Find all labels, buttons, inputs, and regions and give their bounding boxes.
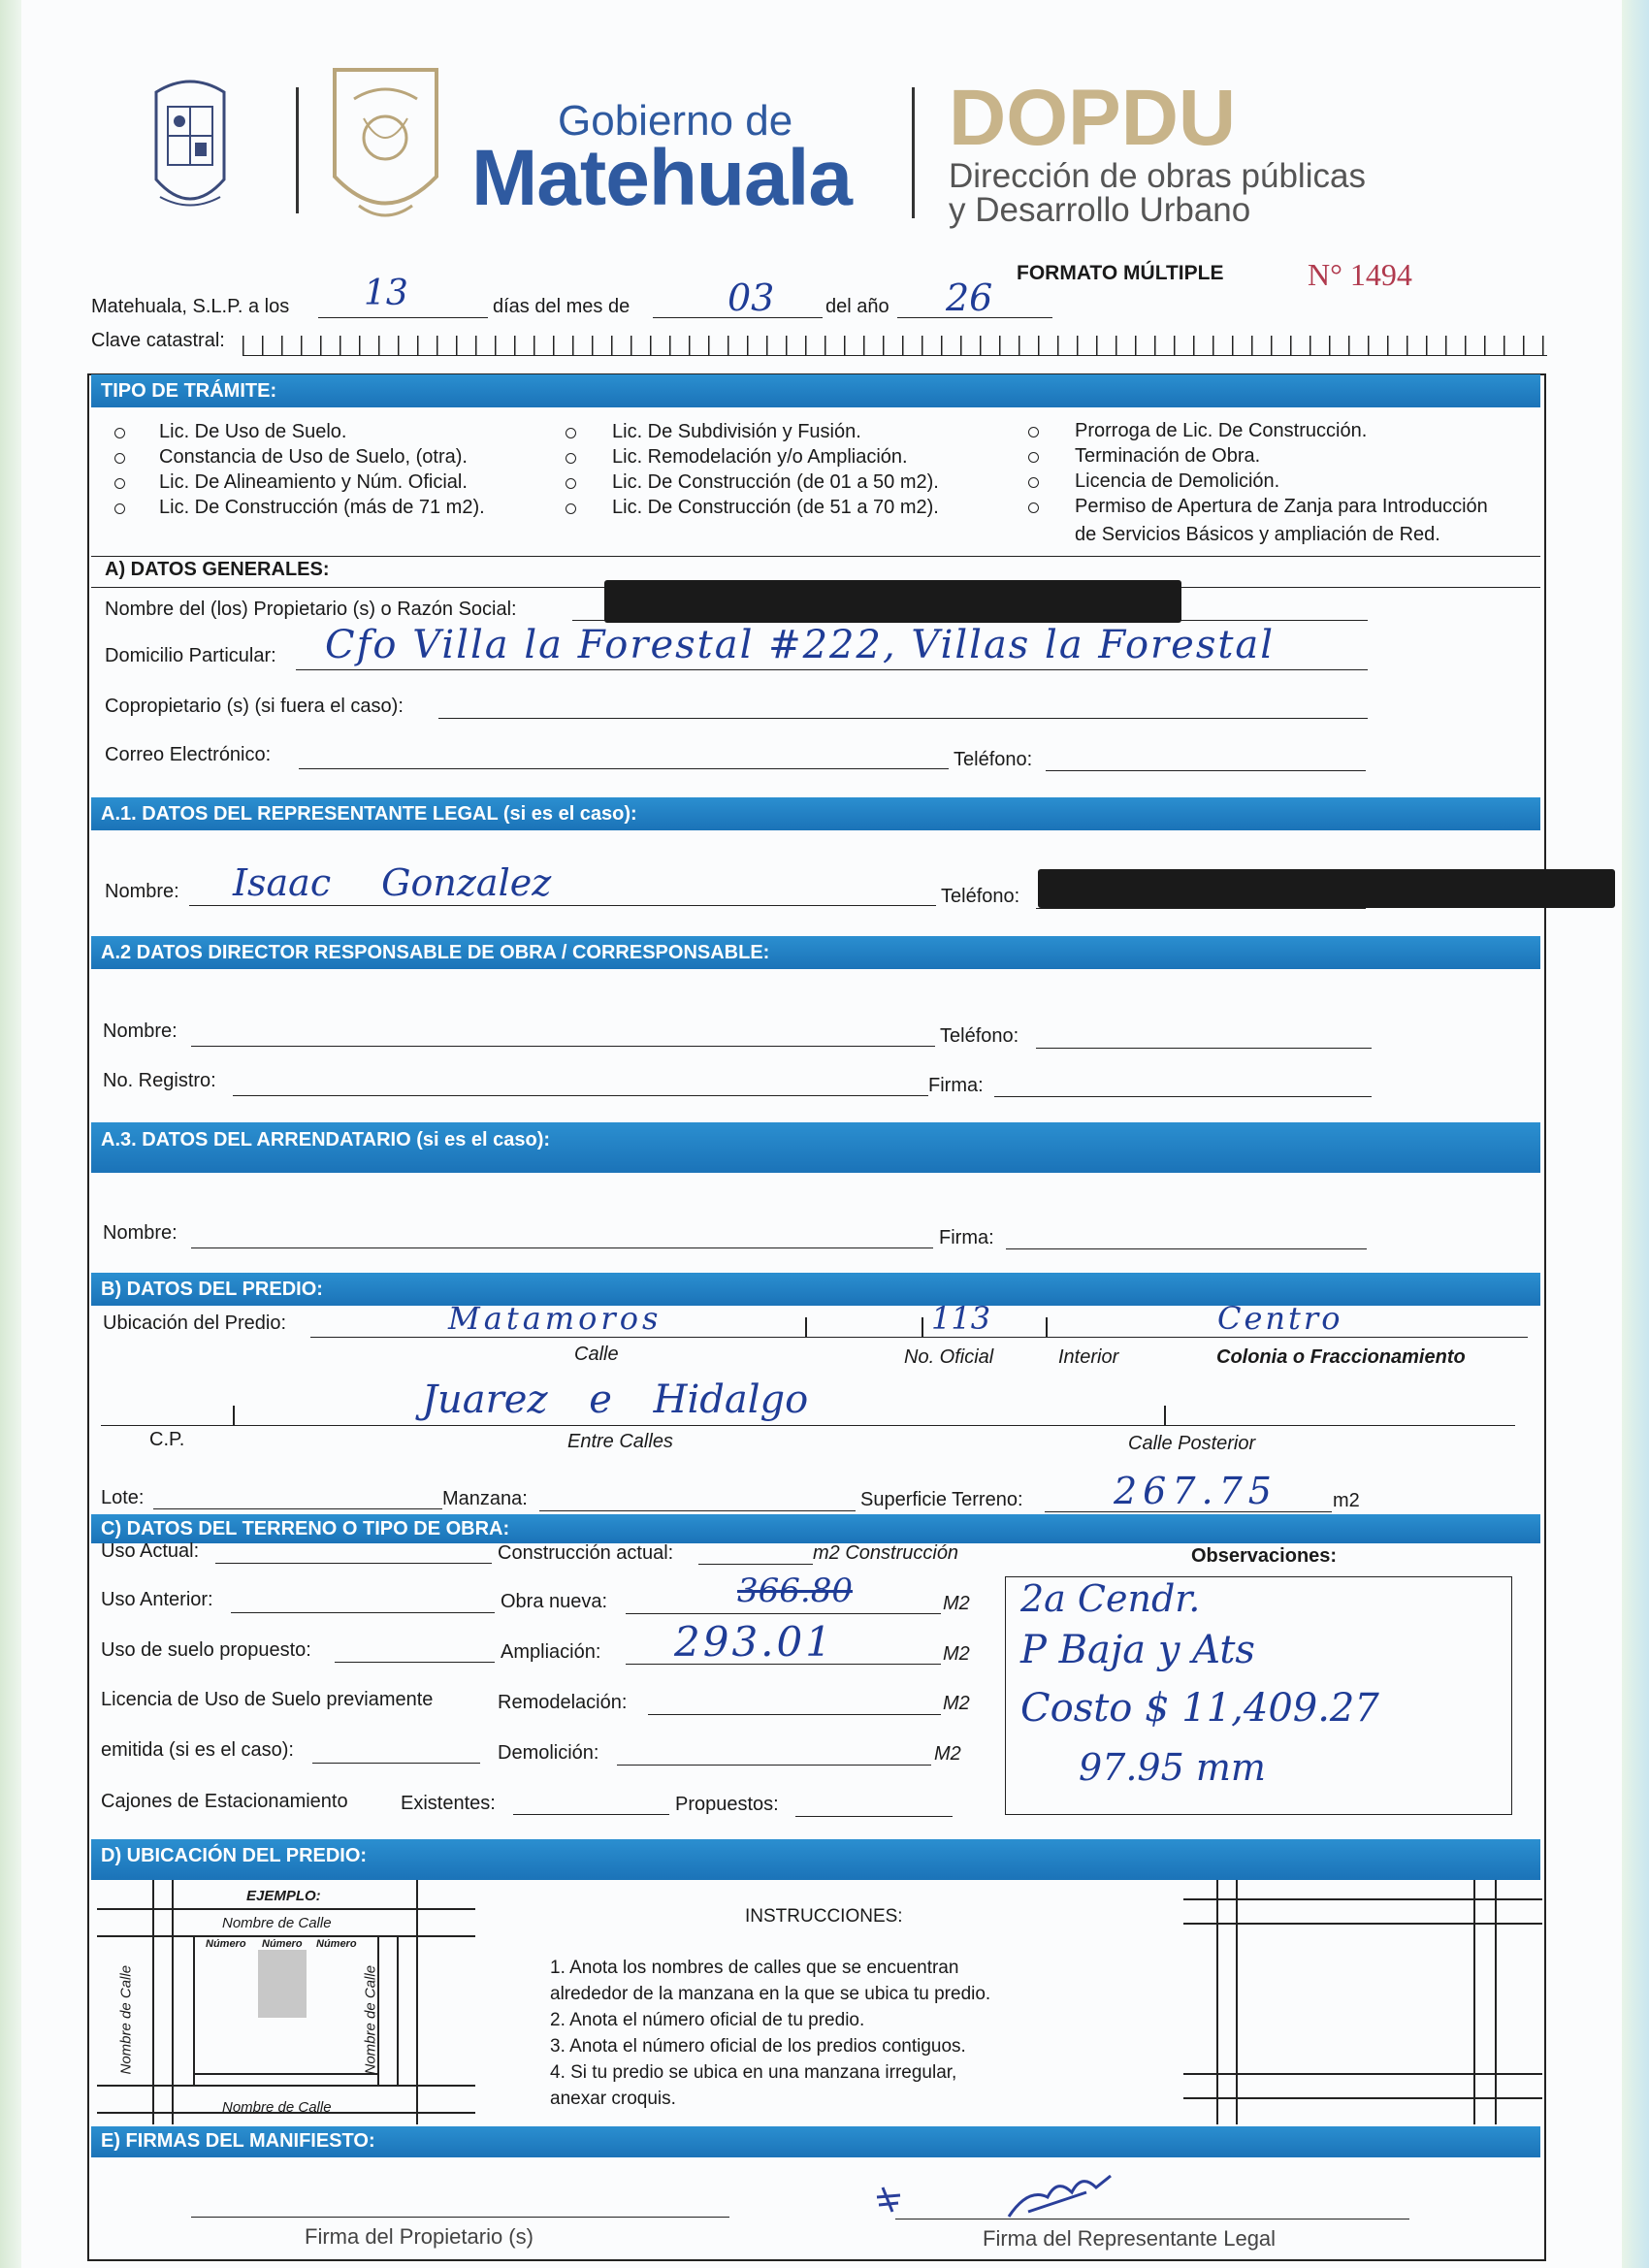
- dir-telefono-label: Teléfono:: [940, 1025, 1019, 1047]
- telefono-line[interactable]: [1046, 770, 1366, 771]
- month-value[interactable]: 03: [728, 276, 775, 319]
- uso-anterior-line[interactable]: [231, 1612, 495, 1613]
- option-terminacion: Terminación de Obra.: [1075, 445, 1261, 467]
- radio-construccion-50[interactable]: [566, 478, 576, 489]
- divider-a: [91, 556, 1540, 557]
- remodelacion-unit: M2: [943, 1693, 970, 1714]
- agency-line-2: y Desarrollo Urbano: [949, 191, 1251, 229]
- folio-number: N° 1494: [1308, 257, 1412, 292]
- representante-signature-label: Firma del Representante Legal: [983, 2226, 1277, 2251]
- uso-propuesto-label: Uso de suelo propuesto:: [101, 1639, 311, 1661]
- matehuala-seal-logo: [325, 60, 446, 235]
- option-construccion-71: Lic. De Construcción (más de 71 m2).: [159, 497, 485, 518]
- domicilio-line[interactable]: [296, 669, 1368, 670]
- dir-firma-line[interactable]: [994, 1096, 1372, 1097]
- section-terreno: C) DATOS DEL TERRENO O TIPO DE OBRA:: [91, 1514, 1540, 1543]
- date-prefix: Matehuala, S.L.P. a los: [91, 296, 290, 317]
- option-zanja: Permiso de Apertura de Zanja para Introducción: [1075, 496, 1488, 517]
- dir-telefono-line[interactable]: [1036, 1048, 1372, 1049]
- radio-subdivision[interactable]: [566, 428, 576, 438]
- manzana-line[interactable]: [539, 1510, 856, 1511]
- manzana-label: Manzana:: [442, 1488, 528, 1509]
- domicilio-label: Domicilio Particular:: [105, 645, 276, 666]
- obs-line-3: Costo $ 11,409.27: [1020, 1686, 1379, 1731]
- construccion-actual-line[interactable]: [698, 1564, 813, 1565]
- map-num-3: Número: [316, 1938, 357, 1950]
- existentes-label: Existentes:: [401, 1793, 496, 1814]
- obra-nueva-line[interactable]: [626, 1613, 941, 1614]
- arr-nombre-line[interactable]: [191, 1247, 933, 1248]
- ubicacion-label: Ubicación del Predio:: [103, 1312, 286, 1334]
- remodelacion-line[interactable]: [648, 1714, 941, 1715]
- lote-label: Lote:: [101, 1487, 145, 1508]
- copropietario-label: Copropietario (s) (si fuera el caso):: [105, 696, 404, 717]
- rep-telefono-label: Teléfono:: [941, 886, 1020, 907]
- demolicion-line[interactable]: [617, 1765, 931, 1766]
- tick-2: [922, 1317, 923, 1337]
- licencia-label-2: emitida (si es el caso):: [101, 1739, 294, 1761]
- radio-remodelacion[interactable]: [566, 453, 576, 464]
- radio-alineamiento[interactable]: [114, 478, 125, 489]
- interior-caption: Interior: [1058, 1346, 1119, 1368]
- section-arrendatario: A.3. DATOS DEL ARRENDATARIO (si es el caso):: [91, 1122, 1540, 1173]
- ampliacion-value[interactable]: 293.01: [674, 1618, 834, 1666]
- arr-firma-line[interactable]: [1006, 1248, 1367, 1249]
- propietario-label: Nombre del (los) Propietario (s) o Razón Social:: [105, 599, 517, 620]
- telefono-label: Teléfono:: [954, 749, 1033, 770]
- form-title: FORMATO MÚLTIPLE: [1017, 262, 1224, 284]
- instrucciones-title: INSTRUCCIONES:: [745, 1906, 903, 1927]
- map-bottom-street: Nombre de Calle: [222, 2099, 332, 2116]
- posterior-caption: Calle Posterior: [1128, 1433, 1256, 1454]
- instruccion-3: 3. Anota el número oficial de los predios contiguos.: [550, 2036, 966, 2057]
- propuestos-label: Propuestos:: [675, 1794, 779, 1815]
- map-top-street: Nombre de Calle: [222, 1915, 332, 1931]
- uso-anterior-label: Uso Anterior:: [101, 1589, 213, 1610]
- year-value[interactable]: 26: [946, 276, 993, 319]
- section-representante: A.1. DATOS DEL REPRESENTANTE LEGAL (si es el caso):: [91, 797, 1540, 830]
- correo-line[interactable]: [299, 768, 949, 769]
- colonia-caption: Colonia o Fraccionamiento: [1216, 1346, 1466, 1368]
- section-director: A.2 DATOS DIRECTOR RESPONSABLE DE OBRA / CORRESPONSABLE:: [91, 936, 1540, 969]
- domicilio-value[interactable]: Cfo Villa la Forestal #222, Villas la Forestal: [325, 623, 1276, 667]
- tick-3: [1046, 1317, 1048, 1337]
- radio-uso-suelo[interactable]: [114, 428, 125, 438]
- licencia-line[interactable]: [312, 1763, 480, 1764]
- radio-constancia[interactable]: [114, 453, 125, 464]
- blank-map[interactable]: [1183, 1880, 1542, 2124]
- propietario-signature-label: Firma del Propietario (s): [305, 2224, 534, 2249]
- redacted-rep-phone: [1038, 869, 1615, 908]
- dir-registro-label: No. Registro:: [103, 1070, 216, 1091]
- ubicacion-line[interactable]: [310, 1337, 1528, 1338]
- existentes-line[interactable]: [513, 1814, 669, 1815]
- clave-catastral-boxes[interactable]: [242, 336, 1547, 356]
- map-num-1: Número: [206, 1938, 246, 1950]
- ampliacion-label: Ampliación:: [501, 1641, 601, 1663]
- option-subdivision: Lic. De Subdivisión y Fusión.: [612, 421, 861, 442]
- demolicion-unit: M2: [934, 1743, 961, 1765]
- option-alineamiento: Lic. De Alineamiento y Núm. Oficial.: [159, 471, 468, 493]
- tick-1: [805, 1317, 807, 1337]
- tick-4: [233, 1406, 235, 1425]
- arr-firma-label: Firma:: [939, 1227, 994, 1248]
- copropietario-line[interactable]: [438, 718, 1368, 719]
- clave-catastral-label: Clave catastral:: [91, 330, 225, 351]
- header-divider-1: [296, 87, 299, 213]
- remodelacion-label: Remodelación:: [498, 1692, 628, 1713]
- radio-zanja[interactable]: [1028, 502, 1039, 513]
- gobierno-de-text: Gobierno de: [558, 97, 793, 145]
- day-value[interactable]: 13: [364, 274, 408, 313]
- option-uso-suelo: Lic. De Uso de Suelo.: [159, 421, 347, 442]
- option-construccion-50: Lic. De Construcción (de 01 a 50 m2).: [612, 471, 939, 493]
- rep-nombre-label: Nombre:: [105, 881, 179, 902]
- instruccion-4: 4. Si tu predio se ubica en una manzana irregular,: [550, 2062, 957, 2083]
- obra-nueva-label: Obra nueva:: [501, 1591, 608, 1612]
- map-num-2: Número: [262, 1938, 303, 1950]
- option-constancia: Constancia de Uso de Suelo, (otra).: [159, 446, 468, 468]
- scan-edge-left: [0, 0, 21, 2268]
- ejemplo-label: EJEMPLO:: [246, 1888, 321, 1904]
- calle-caption: Calle: [574, 1344, 619, 1365]
- section-firmas: E) FIRMAS DEL MANIFIESTO:: [91, 2126, 1540, 2157]
- uso-actual-label: Uso Actual:: [101, 1540, 200, 1562]
- municipal-crest-logo: [150, 73, 230, 218]
- calle-value[interactable]: Matamoros: [448, 1300, 663, 1337]
- lote-line[interactable]: [153, 1508, 442, 1509]
- header-divider-2: [912, 87, 915, 218]
- dir-nombre-line[interactable]: [191, 1046, 935, 1047]
- dir-nombre-label: Nombre:: [103, 1021, 178, 1042]
- superficie-value[interactable]: 267.75: [1114, 1470, 1277, 1512]
- map-right-street: Nombre de Calle: [362, 1964, 379, 2075]
- radio-construccion-71[interactable]: [114, 503, 125, 514]
- oficial-caption: No. Oficial: [904, 1346, 994, 1368]
- dir-registro-line[interactable]: [233, 1095, 928, 1096]
- superficie-label: Superficie Terreno:: [860, 1489, 1023, 1510]
- entre-calles-value[interactable]: Juarez e Hidalgo: [422, 1377, 809, 1422]
- cp-entre-line[interactable]: [101, 1425, 1515, 1426]
- observaciones-label: Observaciones:: [1191, 1545, 1338, 1567]
- instruccion-1b: alrededor de la manzana en la que se ubica tu predio.: [550, 1984, 991, 2004]
- scan-edge-right: [1622, 0, 1649, 2268]
- section-ubicacion: D) UBICACIÓN DEL PREDIO:: [91, 1839, 1540, 1880]
- section-tipo-tramite: TIPO DE TRÁMITE:: [91, 374, 1540, 407]
- propuestos-line[interactable]: [795, 1816, 953, 1817]
- section-datos-generales: A) DATOS GENERALES:: [105, 559, 330, 580]
- licencia-label-1: Licencia de Uso de Suelo previamente: [101, 1689, 434, 1710]
- rep-nombre-value[interactable]: Isaac Gonzalez: [233, 861, 552, 904]
- dir-firma-label: Firma:: [928, 1075, 984, 1096]
- option-zanja-cont: de Servicios Básicos y ampliación de Red.: [1075, 524, 1440, 545]
- ampliacion-unit: M2: [943, 1643, 970, 1665]
- colonia-value[interactable]: Centro: [1217, 1300, 1343, 1337]
- superficie-unit: m2: [1333, 1490, 1360, 1511]
- dopdu-title: DOPDU: [949, 74, 1237, 162]
- option-remodelacion: Lic. Remodelación y/o Ampliación.: [612, 446, 908, 468]
- section-predio: B) DATOS DEL PREDIO:: [91, 1273, 1540, 1306]
- construccion-actual-label: Construcción actual:: [498, 1542, 674, 1564]
- year-label: del año: [825, 296, 889, 317]
- construccion-unit: m2 Construcción: [813, 1542, 959, 1564]
- representante-signature: [863, 2158, 1135, 2226]
- radio-prorroga[interactable]: [1028, 427, 1039, 437]
- arr-nombre-label: Nombre:: [103, 1222, 178, 1244]
- agency-line-1: Dirección de obras públicas: [949, 157, 1366, 195]
- redacted-owner-name: [604, 580, 1181, 623]
- demolicion-label: Demolición:: [498, 1742, 599, 1764]
- uso-propuesto-line[interactable]: [335, 1662, 495, 1663]
- rep-nombre-line[interactable]: [189, 905, 936, 906]
- radio-construccion-70[interactable]: [566, 503, 576, 514]
- option-demolicion: Licencia de Demolición.: [1075, 470, 1280, 492]
- instruccion-4b: anexar croquis.: [550, 2089, 676, 2109]
- map-left-street: Nombre de Calle: [117, 1964, 135, 2075]
- cajones-label: Cajones de Estacionamiento: [101, 1791, 348, 1812]
- instruccion-1: 1. Anota los nombres de calles que se encuentran: [550, 1958, 959, 1978]
- days-label: días del mes de: [493, 296, 630, 317]
- tick-5: [1164, 1406, 1166, 1425]
- uso-actual-line[interactable]: [215, 1563, 492, 1564]
- obra-nueva-unit: M2: [943, 1593, 970, 1614]
- matehuala-title: Matehuala: [471, 134, 852, 222]
- obs-line-4: 97.95 mm: [1079, 1746, 1266, 1789]
- correo-label: Correo Electrónico:: [105, 744, 272, 765]
- option-construccion-70: Lic. De Construcción (de 51 a 70 m2).: [612, 497, 939, 518]
- entre-caption: Entre Calles: [567, 1431, 673, 1452]
- day-line: [318, 317, 488, 318]
- cp-caption: C.P.: [149, 1429, 185, 1450]
- option-prorroga: Prorroga de Lic. De Construcción.: [1075, 420, 1368, 441]
- obs-line-2: P Baja y Ats: [1020, 1628, 1255, 1672]
- rep-telefono-line[interactable]: [1036, 908, 1366, 909]
- instruccion-2: 2. Anota el número oficial de tu predio.: [550, 2010, 865, 2030]
- radio-demolicion[interactable]: [1028, 477, 1039, 488]
- obs-line-1: 2a Cendr.: [1020, 1577, 1201, 1620]
- propietario-signature-line[interactable]: [191, 2217, 729, 2218]
- radio-terminacion[interactable]: [1028, 452, 1039, 463]
- oficial-value[interactable]: 113: [931, 1300, 991, 1337]
- obra-nueva-value[interactable]: 366.80: [737, 1571, 853, 1610]
